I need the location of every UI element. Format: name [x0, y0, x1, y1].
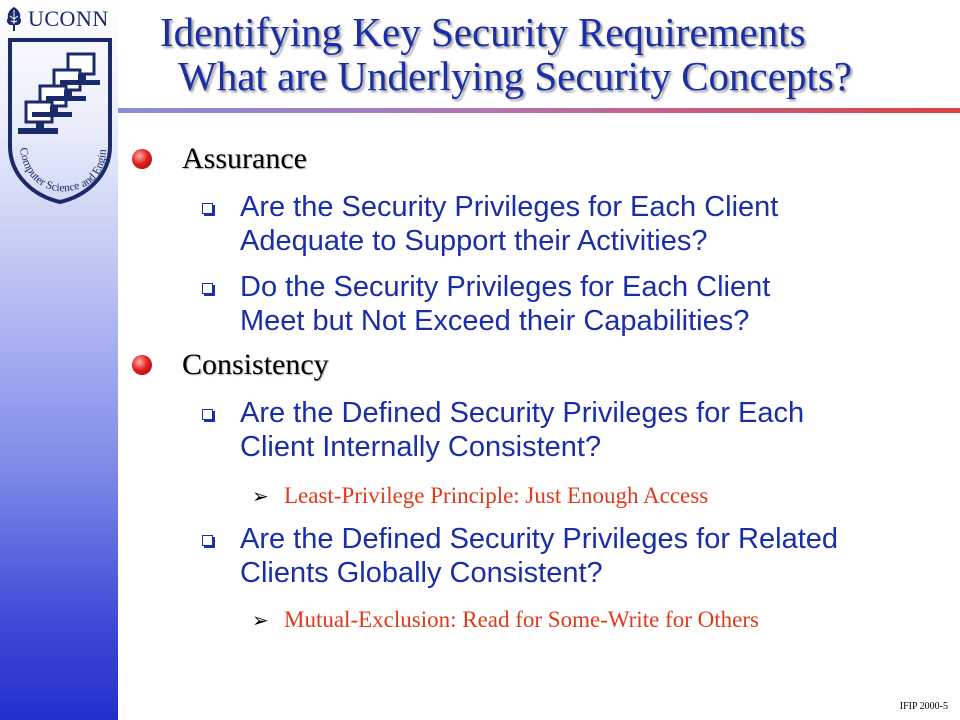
item-line-2: Adequate to Support their Activities?	[240, 225, 708, 257]
subitem-text: Least-Privilege Principle: Just Enough Access	[284, 483, 709, 508]
subitem-text: Mutual-Exclusion: Read for Some-Write for Others	[284, 607, 759, 632]
uconn-name: UCONN	[28, 6, 109, 31]
bullet-consistency	[132, 348, 329, 382]
oak-leaf-icon	[4, 6, 24, 32]
arrow-bullet-icon: ➢	[252, 608, 269, 632]
consistency-item-2	[202, 522, 942, 590]
title-line-2: What are Underlying Security Concepts?	[178, 53, 852, 99]
item-line-1: Do the Security Privileges for Each Client	[240, 271, 771, 303]
assurance-label: Assurance	[182, 142, 307, 175]
consistency-subitem-2	[252, 606, 952, 634]
header-rule	[118, 108, 960, 113]
slide-footer: IFIP 2000-5	[899, 701, 948, 712]
circle-bullet-icon	[132, 149, 152, 169]
arrow-bullet-icon: ➢	[252, 484, 269, 508]
square-bullet-icon	[202, 535, 213, 546]
consistency-item-1	[202, 396, 942, 464]
square-bullet-icon	[202, 283, 213, 294]
assurance-item-2	[202, 270, 942, 338]
item-line-2: Client Internally Consistent?	[240, 431, 602, 463]
bullet-assurance	[132, 142, 307, 176]
circle-bullet-icon	[132, 355, 152, 375]
consistency-subitem-1	[252, 482, 952, 510]
uconn-logo	[4, 4, 109, 34]
item-line-1: Are the Security Privileges for Each Client	[240, 191, 779, 223]
item-line-2: Meet but Not Exceed their Capabilities?	[240, 305, 750, 337]
assurance-item-1	[202, 190, 942, 258]
svg-text:Computer Science and Engineeri: Computer Science and Engin	[16, 146, 110, 195]
slide-title	[160, 10, 950, 98]
square-bullet-icon	[202, 203, 213, 214]
item-line-1: Are the Defined Security Privileges for Related	[240, 523, 839, 555]
department-seal	[6, 36, 114, 211]
square-bullet-icon	[202, 409, 213, 420]
item-line-1: Are the Defined Security Privileges for Each	[240, 397, 805, 429]
title-line-1: Identifying Key Security Requirements	[160, 9, 806, 55]
consistency-label: Consistency	[182, 348, 329, 381]
item-line-2: Clients Globally Consistent?	[240, 557, 603, 589]
